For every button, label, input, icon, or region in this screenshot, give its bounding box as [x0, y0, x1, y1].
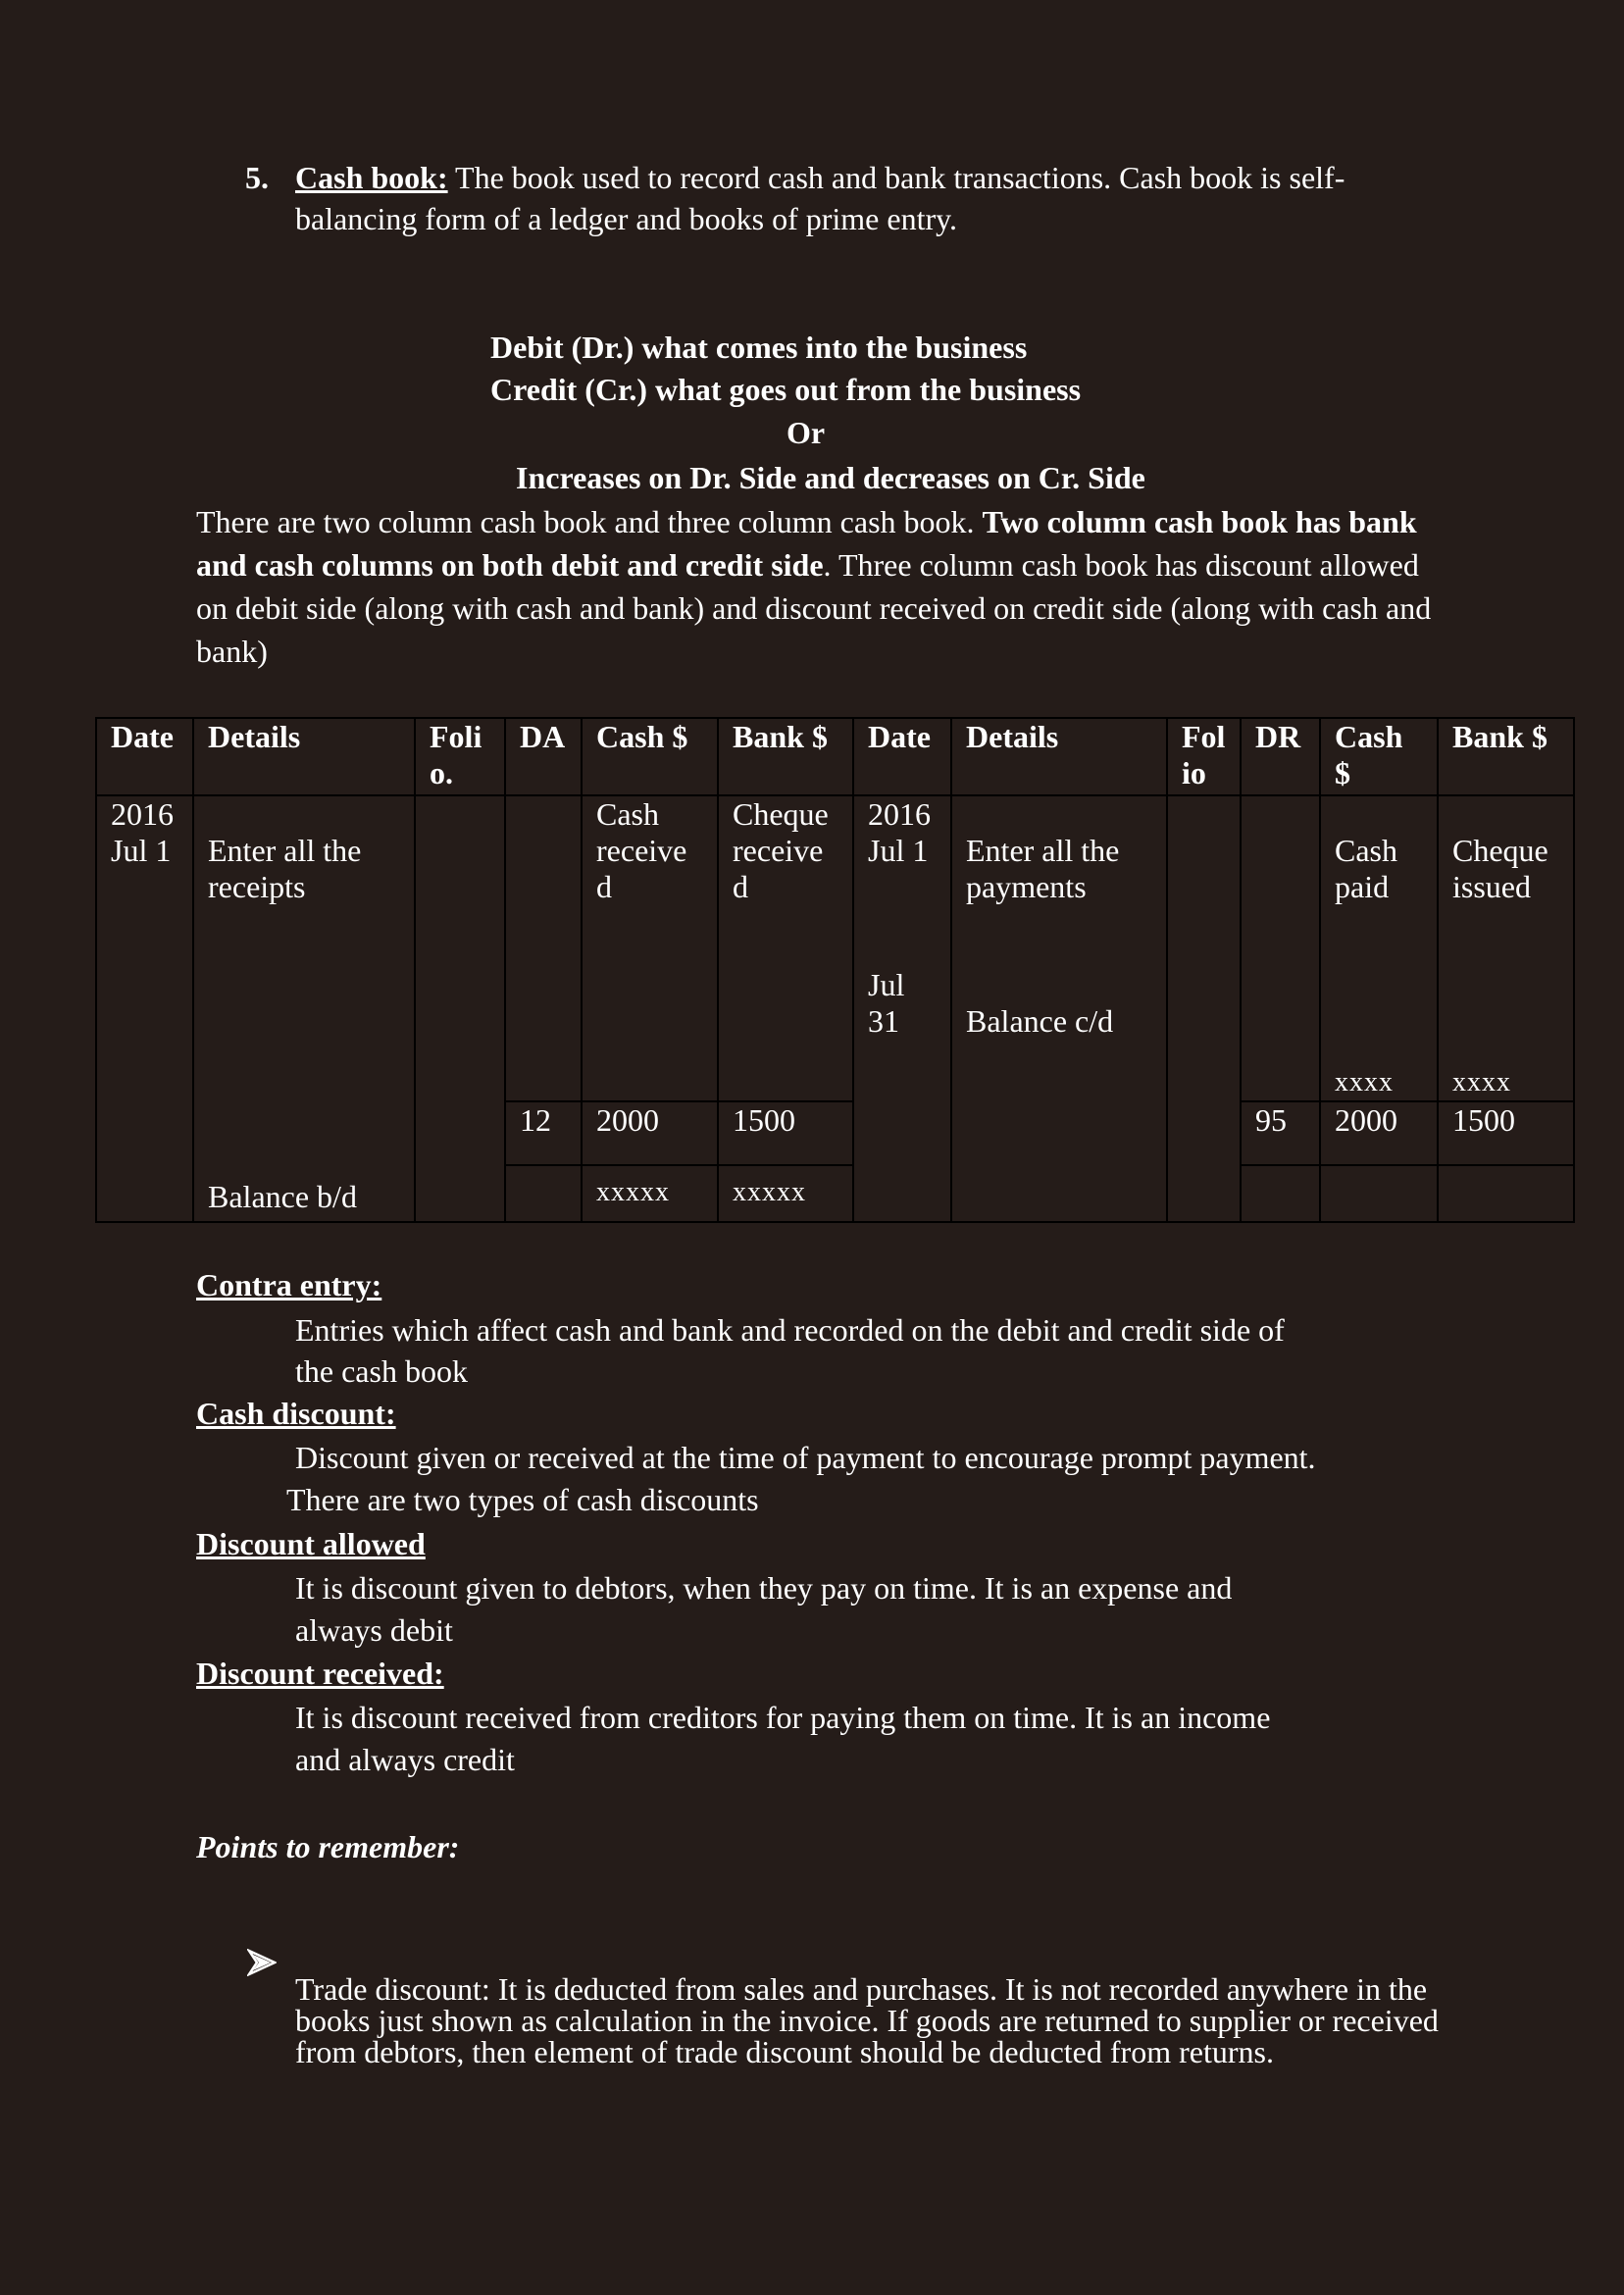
cash-discount-title: Cash discount: — [196, 1396, 396, 1431]
total-cash-credit-cell: 2000 — [1320, 1101, 1438, 1165]
balance-cash-credit-cell — [1320, 1165, 1438, 1222]
points-line-2: books just shown as calculation in the invoice. If goods are returned to supplier or received — [295, 2003, 1439, 2038]
contra-line-2: the cash book — [295, 1353, 468, 1389]
total-da-cell: 12 — [505, 1101, 582, 1165]
description-line-4: bank) — [196, 634, 268, 669]
header-folio: Foli o. — [415, 718, 505, 795]
credit-folio-cell — [1167, 795, 1241, 1222]
rule-credit: Credit (Cr.) what goes out from the business — [490, 372, 1082, 407]
received-title: Discount received: — [196, 1656, 444, 1691]
balance-cash-cell: xxxxx — [582, 1165, 718, 1222]
balance-bank-cell: xxxxx — [718, 1165, 853, 1222]
debit-bank-cell: Cheque receive d — [718, 795, 853, 1101]
description-line-2-bold: and cash columns on both debit and credit side — [196, 547, 824, 583]
cash-discount-line-2: There are two types of cash discounts — [286, 1482, 759, 1517]
section-number: 5. — [245, 160, 269, 195]
contra-line-1: Entries which affect cash and bank and recorded on the debit and credit side of — [295, 1312, 1285, 1348]
header-bank: Bank $ — [718, 718, 853, 795]
header-details-credit: Details — [951, 718, 1167, 795]
rule-or: Or — [787, 415, 826, 450]
credit-details-cell: Enter all the payments Balance c/d — [951, 795, 1167, 1222]
debit-folio-cell — [415, 795, 505, 1222]
cash-book-table — [95, 717, 1575, 1223]
total-cash-cell: 2000 — [582, 1101, 718, 1165]
total-bank-credit-cell: 1500 — [1438, 1101, 1574, 1165]
header-cash: Cash $ — [582, 718, 718, 795]
credit-date-cell: 2016 Jul 1 Jul 31 — [853, 795, 951, 1222]
debit-details-cell: Enter all the receipts Balance b/d — [193, 795, 415, 1222]
contra-title: Contra entry: — [196, 1267, 382, 1302]
allowed-line-1: It is discount given to debtors, when they pay on time. It is an expense and — [295, 1570, 1233, 1606]
received-line-2: and always credit — [295, 1742, 515, 1777]
arrow-bullet-icon — [247, 1949, 277, 1976]
points-line-3: from debtors, then element of trade discount should be deducted from returns. — [295, 2034, 1274, 2069]
total-bank-cell: 1500 — [718, 1101, 853, 1165]
balance-da-cell — [505, 1165, 582, 1222]
header-bank-credit: Bank $ — [1438, 718, 1574, 795]
intro-line-2: balancing form of a ledger and books of prime entry. — [295, 201, 958, 236]
total-dr-cell: 95 — [1241, 1101, 1320, 1165]
header-date-credit: Date — [853, 718, 951, 795]
description-line-1: There are two column cash book and three column cash book. — [196, 504, 983, 539]
points-item — [295, 1973, 1439, 2067]
debit-da-cell — [505, 795, 582, 1101]
description-line-2: . Three column cash book has discount allowed — [823, 547, 1419, 583]
balance-bd-label: Balance b/d — [208, 1179, 357, 1214]
received-line-1: It is discount received from creditors for paying them on time. It is an income — [295, 1700, 1271, 1735]
cash-discount-line-1: Discount given or received at the time of payment to encourage prompt payment. — [295, 1440, 1316, 1475]
credit-cash-cell: Cash paid xxxx — [1320, 795, 1438, 1101]
header-da: DA — [505, 718, 582, 795]
allowed-title: Discount allowed — [196, 1526, 426, 1561]
description-paragraph — [196, 500, 1549, 673]
header-details: Details — [193, 718, 415, 795]
balance-cd-label: Balance c/d — [966, 1003, 1114, 1039]
header-dr: DR — [1241, 718, 1320, 795]
rule-increases: Increases on Dr. Side and decreases on Cr. Side — [516, 460, 1145, 495]
credit-bank-cell: Cheque issued xxxx — [1438, 795, 1574, 1101]
table-header-row — [96, 718, 1574, 795]
header-cash-credit: Cash $ — [1320, 718, 1438, 795]
header-folio-credit: Fol io — [1167, 718, 1241, 795]
header-date: Date — [96, 718, 193, 795]
table-row — [96, 795, 1574, 1101]
balance-dr-cell — [1241, 1165, 1320, 1222]
section-intro — [295, 157, 1345, 198]
balance-bank-credit-cell — [1438, 1165, 1574, 1222]
points-title: Points to remember: — [196, 1829, 460, 1864]
rule-debit: Debit (Dr.) what comes into the business — [490, 330, 1028, 365]
debit-cash-cell: Cash receive d — [582, 795, 718, 1101]
credit-dr-cell — [1241, 795, 1320, 1101]
allowed-line-2: always debit — [295, 1612, 453, 1648]
description-line-1-bold: Two column cash book has bank — [982, 504, 1417, 539]
debit-date-cell: 2016 Jul 1 — [96, 795, 193, 1222]
description-line-3: on debit side (along with cash and bank) and discount received on credit side (along with cash and — [196, 590, 1432, 626]
intro-line-1: The book used to record cash and bank transactions. Cash book is self- — [447, 160, 1345, 195]
points-line-1: Trade discount: It is deducted from sales and purchases. It is not recorded anywhere in the — [295, 1971, 1428, 2007]
section-heading: Cash book: — [295, 160, 448, 195]
